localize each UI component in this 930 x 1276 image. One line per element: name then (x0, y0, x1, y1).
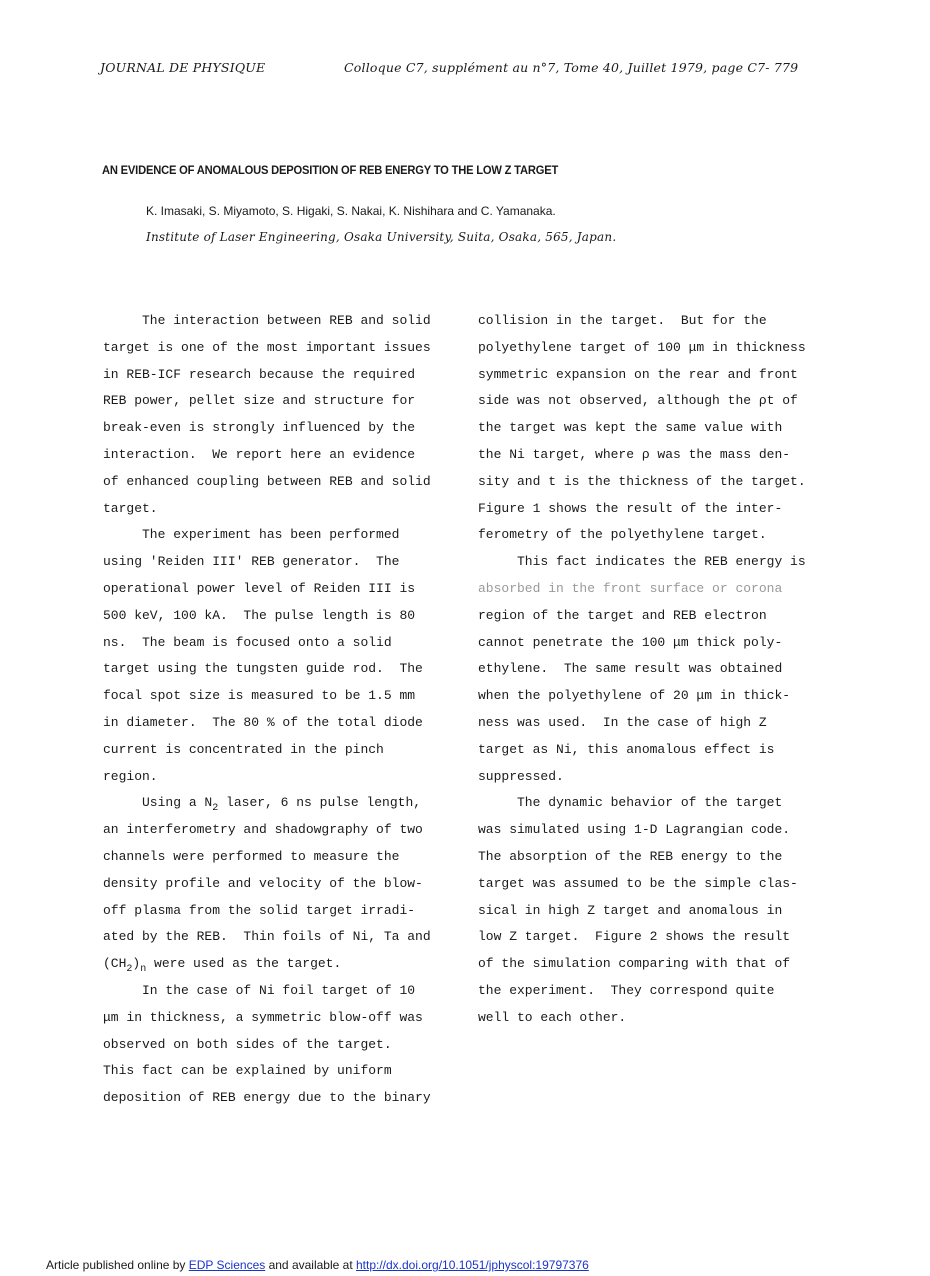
doi-link[interactable]: http://dx.doi.org/10.1051/jphyscol:19797376 (355, 1258, 589, 1272)
text-line: ethylene. The same result was obtained (478, 661, 783, 677)
text-line: Figure 1 shows the result of the inter- (478, 500, 783, 516)
text-line: REB power, pellet size and structure for (103, 393, 416, 409)
text-line: sical in high Z target and anomalous in (478, 902, 783, 918)
text-line: well to each other. (478, 1009, 627, 1025)
text-line: ated by the REB. Thin foils of Ni, Ta and (103, 929, 431, 945)
text-line: polyethylene target of 100 μm in thickness (478, 339, 806, 355)
text-line: target as Ni, this anomalous effect is (478, 741, 775, 757)
text-line: $(CH_2)_n$ were used as the target. (103, 956, 342, 976)
footer-middle: and available at (265, 1258, 356, 1272)
text-line: density profile and velocity of the blow- (103, 875, 423, 891)
text-line: target is one of the most important issues (103, 339, 431, 355)
text-line: off plasma from the solid target irradi- (103, 902, 416, 918)
text-line: ferometry of the polyethylene target. (478, 527, 767, 543)
text-line: collision in the target. But for the (478, 313, 767, 328)
text-line: absorbed in the front surface or corona (478, 580, 783, 596)
footer-prefix: Article published online by (46, 1258, 189, 1272)
text-line: was simulated using 1-D Lagrangian code. (478, 822, 791, 838)
text-line: observed on both sides of the target. (103, 1036, 392, 1052)
text-line: of enhanced coupling between REB and solid (103, 473, 431, 489)
text-line: the experiment. They correspond quite (478, 982, 775, 998)
text-line: target was assumed to be the simple clas- (478, 875, 798, 891)
text-line: break-even is strongly influenced by the (103, 420, 416, 436)
text-line: The interaction between REB and solid (103, 313, 431, 328)
text-line: interaction. We report here an evidence (103, 446, 416, 462)
text-line: in REB-ICF research because the required (103, 366, 416, 382)
text-line: ness was used. In the case of high Z (478, 714, 767, 730)
text-line: Using a $N_2$ laser, 6 ns pulse length, (103, 795, 422, 815)
text-line: current is concentrated in the pinch (103, 741, 384, 757)
publication-footer (46, 1258, 589, 1272)
publisher-link[interactable]: EDP Sciences (188, 1258, 266, 1272)
text-line: This fact can be explained by uniform (103, 1063, 392, 1079)
text-line: channels were performed to measure the (103, 848, 400, 864)
text-line: 500 keV, 100 kA. The pulse length is 80 (103, 607, 416, 623)
text-line: region. (103, 768, 158, 784)
citation-line: Colloque C7, supplément au n°7, Tome 40, Juillet 1979, page C7- 779 (344, 60, 799, 75)
text-line: cannot penetrate the 100 μm thick poly- (478, 634, 783, 650)
text-line: sity and t is the thickness of the target. (478, 473, 806, 489)
text-line: symmetric expansion on the rear and front (478, 366, 798, 382)
text-line: The dynamic behavior of the target (478, 795, 783, 811)
text-line: using 'Reiden III' REB generator. The (103, 554, 400, 570)
text-line: In the case of Ni foil target of 10 (103, 982, 416, 998)
text-line: ns. The beam is focused onto a solid (103, 634, 392, 650)
text-line: the target was kept the same value with (478, 420, 783, 436)
text-line: region of the target and REB electron (478, 607, 767, 623)
journal-name: JOURNAL DE PHYSIQUE (100, 60, 266, 75)
text-line: μm in thickness, a symmetric blow-off was (103, 1009, 423, 1025)
text-line: low Z target. Figure 2 shows the result (478, 929, 791, 945)
text-line: target using the tungsten guide rod. The (103, 661, 423, 677)
text-line: side was not observed, although the ρt of (478, 393, 798, 409)
author-list: K. Imasaki, S. Miyamoto, S. Higaki, S. Nakai, K. Nishihara and C. Yamanaka. (146, 204, 556, 218)
text-line: deposition of REB energy due to the binary (103, 1090, 431, 1106)
right-column (478, 308, 828, 1032)
text-line: The absorption of the REB energy to the (478, 848, 783, 864)
text-line: suppressed. (478, 768, 564, 784)
affiliation: Institute of Laser Engineering, Osaka University, Suita, Osaka, 565, Japan. (146, 230, 617, 244)
text-line: focal spot size is measured to be 1.5 mm (103, 688, 416, 704)
article-title: AN EVIDENCE OF ANOMALOUS DEPOSITION OF REB ENERGY TO THE LOW Z TARGET (102, 163, 559, 177)
text-line: in diameter. The 80 % of the total diode (103, 714, 423, 730)
text-line: operational power level of Reiden III is (103, 580, 416, 596)
text-line: This fact indicates the REB energy is (478, 554, 806, 570)
text-line: when the polyethylene of 20 μm in thick- (478, 688, 791, 704)
text-line: of the simulation comparing with that of (478, 956, 791, 972)
text-line: the Ni target, where ρ was the mass den- (478, 446, 791, 462)
text-line: target. (103, 500, 158, 516)
text-line: The experiment has been performed (103, 527, 400, 543)
text-line: an interferometry and shadowgraphy of two (103, 822, 423, 838)
left-column (103, 308, 453, 1112)
